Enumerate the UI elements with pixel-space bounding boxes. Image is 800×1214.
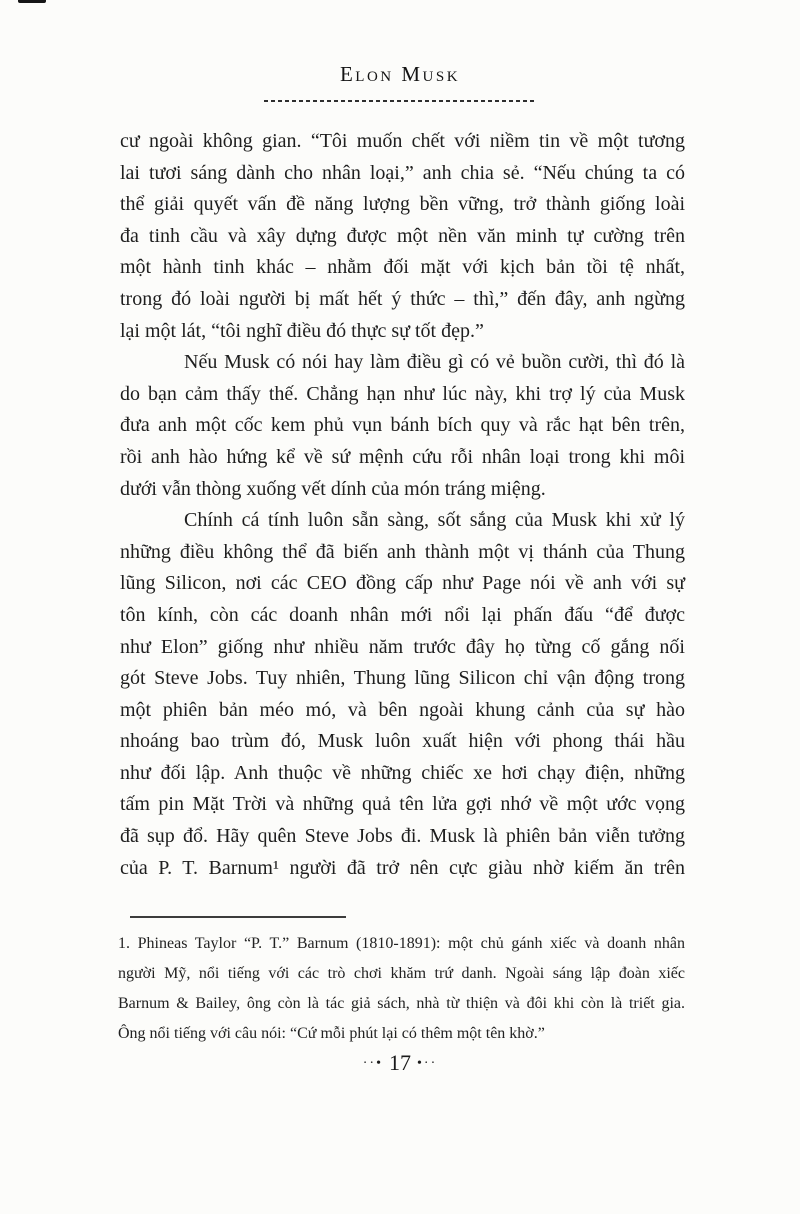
paragraph — [120, 347, 685, 505]
text-line: như đối lập. Anh thuộc về những chiếc xe hơi chạy điện, những — [120, 761, 685, 784]
paragraph — [120, 126, 685, 347]
text-line: lại một lát, “tôi nghĩ điều đó thực sự tốt đẹp.” — [120, 319, 484, 342]
text-line: gót Steve Jobs. Tuy nhiên, Thung lũng Silicon chỉ vận động trong — [120, 667, 685, 690]
scan-artifact-mark — [18, 0, 46, 3]
text-line: thể giải quyết vấn đề năng lượng bền vững, trở thành giống loài — [120, 193, 685, 216]
text-line: Nếu Musk có nói hay làm điều gì có vẻ buồn cười, thì đó là — [184, 351, 685, 374]
page-number-decoration-right: •·· — [417, 1056, 438, 1071]
footnote-line: người Mỹ, nổi tiếng với các trò chơi khăm trứ danh. Ngoài sáng lập đoàn xiếc — [118, 965, 685, 982]
text-line: một hành tinh khác – nhằm đối mặt với kịch bản tồi tệ nhất, — [120, 256, 685, 279]
text-line: tôn kính, còn các doanh nhân mới nổi lại phấn đấu “để được — [120, 603, 685, 626]
text-line: một phiên bản méo mó, và bên ngoài khung cảnh của sự hào — [120, 698, 685, 721]
header-dashed-divider — [264, 100, 536, 102]
text-line: nhoáng bao trùm đó, Musk luôn xuất hiện với phong thái hầu — [120, 730, 685, 753]
text-line: đưa anh một cốc kem phủ vụn bánh bích quy và rắc hạt bên trên, — [120, 414, 685, 437]
body-text — [120, 126, 685, 884]
page-number-decoration-left: ··• — [362, 1056, 383, 1071]
text-line: như Elon” giống như nhiều năm trước đây họ từng cố gắng nối — [120, 635, 685, 658]
text-line: những điều không thể đã biến anh thành một vị thánh của Thung — [120, 540, 685, 563]
footnote-line: Barnum & Bailey, ông còn là tác giả sách, nhà từ thiện và đôi khi còn là triết gia. — [118, 995, 685, 1012]
text-line: của P. T. Barnum¹ người đã trở nên cực giàu nhờ kiếm ăn trên — [120, 856, 685, 879]
text-line: đã sụp đổ. Hãy quên Steve Jobs đi. Musk là phiên bản viễn tưởng — [120, 825, 685, 848]
footnote-line: Ông nổi tiếng với câu nói: “Cứ mỗi phút lại có thêm một tên khờ.” — [118, 1025, 545, 1042]
footnote-line: 1. Phineas Taylor “P. T.” Barnum (1810-1891): một chủ gánh xiếc và doanh nhân — [118, 935, 685, 952]
text-line: rồi anh hào hứng kể về sứ mệnh cứu rỗi nhân loại trong khi môi — [120, 445, 685, 468]
running-header-title: Elon Musk — [339, 62, 461, 86]
text-line: cư ngoài không gian. “Tôi muốn chết với niềm tin về một tương — [120, 130, 685, 152]
text-line: tấm pin Mặt Trời và những quả tên lửa gợi nhớ về một ước vọng — [120, 793, 685, 816]
text-line: đa tinh cầu và xây dựng được một nền văn minh tự cường trên — [120, 224, 685, 247]
text-line: Chính cá tính luôn sẵn sàng, sốt sắng của Musk khi xử lý — [184, 509, 685, 532]
page-number: 17 — [389, 1050, 411, 1075]
text-line: do bạn cảm thấy thế. Chẳng hạn như lúc này, khi trợ lý của Musk — [120, 382, 685, 405]
text-line: dưới vẫn thòng xuống vết dính của món tráng miệng. — [120, 477, 546, 500]
footnote-divider — [130, 916, 346, 918]
page-footer — [0, 1050, 800, 1076]
footnote — [118, 929, 685, 1049]
text-line: trong đó loài người bị mất hết ý thức – thì,” đến đây, anh ngừng — [120, 287, 685, 310]
paragraph — [120, 505, 685, 884]
text-line: lũng Silicon, nơi các CEO đồng cấp như Page nói về anh với sự — [120, 572, 685, 595]
text-line: lai tươi sáng dành cho nhân loại,” anh chia sẻ. “Nếu chúng ta có — [120, 161, 685, 184]
